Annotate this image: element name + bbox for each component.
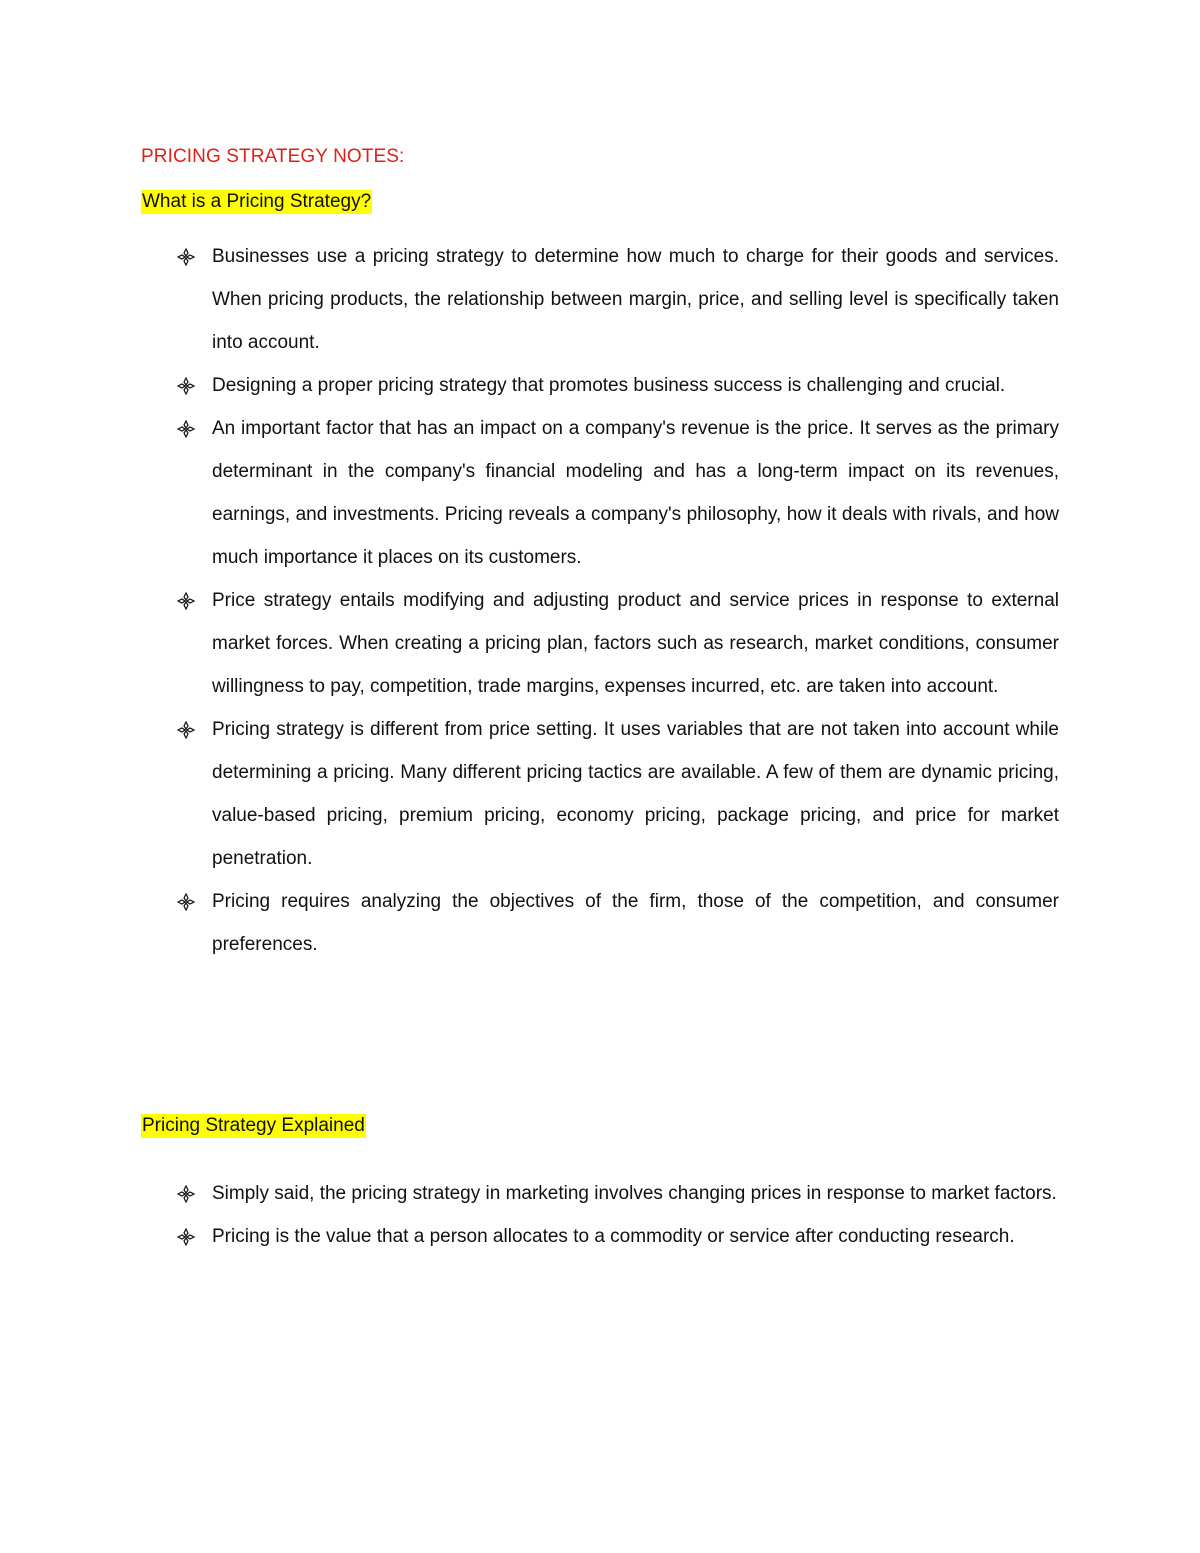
four-diamond-star-icon <box>177 377 195 395</box>
list-item <box>141 1215 1059 1258</box>
bullet-list-pricing-strategy <box>141 235 1059 966</box>
four-diamond-star-icon <box>177 1228 195 1246</box>
highlighted-heading-text: Pricing Strategy Explained <box>142 1115 365 1136</box>
list-item <box>141 708 1059 880</box>
bullet-list-pricing-explained <box>141 1172 1059 1258</box>
bullet-text: Simply said, the pricing strategy in marketing involves changing prices in response to market factors. <box>212 1183 1057 1204</box>
four-diamond-star-icon <box>177 420 195 438</box>
section-heading-what-is-pricing-strategy <box>141 191 372 213</box>
four-diamond-star-icon <box>177 1185 195 1203</box>
four-diamond-star-icon <box>177 721 195 739</box>
list-item <box>141 235 1059 364</box>
bullet-text: Pricing strategy is different from price setting. It uses variables that are not taken into account while determining a pricing. Many different pricing tactics are available. A few of them are dynamic pricing, value-based pricing, premium pricing, economy pricing, package pricing, and price for market penetration. <box>212 719 1059 869</box>
four-diamond-star-icon <box>177 248 195 266</box>
four-diamond-star-icon <box>177 893 195 911</box>
list-item <box>141 364 1059 407</box>
list-item <box>141 880 1059 966</box>
bullet-text: Price strategy entails modifying and adjusting product and service prices in response to external market forces. When creating a pricing plan, factors such as research, market conditions, consumer willingness to pay, competition, trade margins, expenses incurred, etc. are taken into account. <box>212 590 1059 697</box>
list-item <box>141 1172 1059 1215</box>
bullet-text: Pricing requires analyzing the objectives of the firm, those of the competition, and consumer preferences. <box>212 891 1059 955</box>
bullet-text: Designing a proper pricing strategy that promotes business success is challenging and crucial. <box>212 375 1006 396</box>
bullet-text: An important factor that has an impact on a company's revenue is the price. It serves as the primary determinant in the company's financial modeling and has a long-term impact on its revenues, earnings, and investments. Pricing reveals a company's philosophy, how it deals with rivals, and how much importance it places on its customers. <box>212 418 1059 568</box>
list-item <box>141 579 1059 708</box>
four-diamond-star-icon <box>177 592 195 610</box>
document-title: PRICING STRATEGY NOTES: <box>141 146 405 167</box>
bullet-text: Pricing is the value that a person allocates to a commodity or service after conducting research. <box>212 1226 1015 1247</box>
section-heading-pricing-strategy-explained <box>141 1115 366 1137</box>
list-item <box>141 407 1059 579</box>
highlighted-heading-text: What is a Pricing Strategy? <box>142 191 372 212</box>
bullet-text: Businesses use a pricing strategy to determine how much to charge for their goods and services. When pricing products, the relationship between margin, price, and selling level is specifically taken into account. <box>212 246 1059 353</box>
